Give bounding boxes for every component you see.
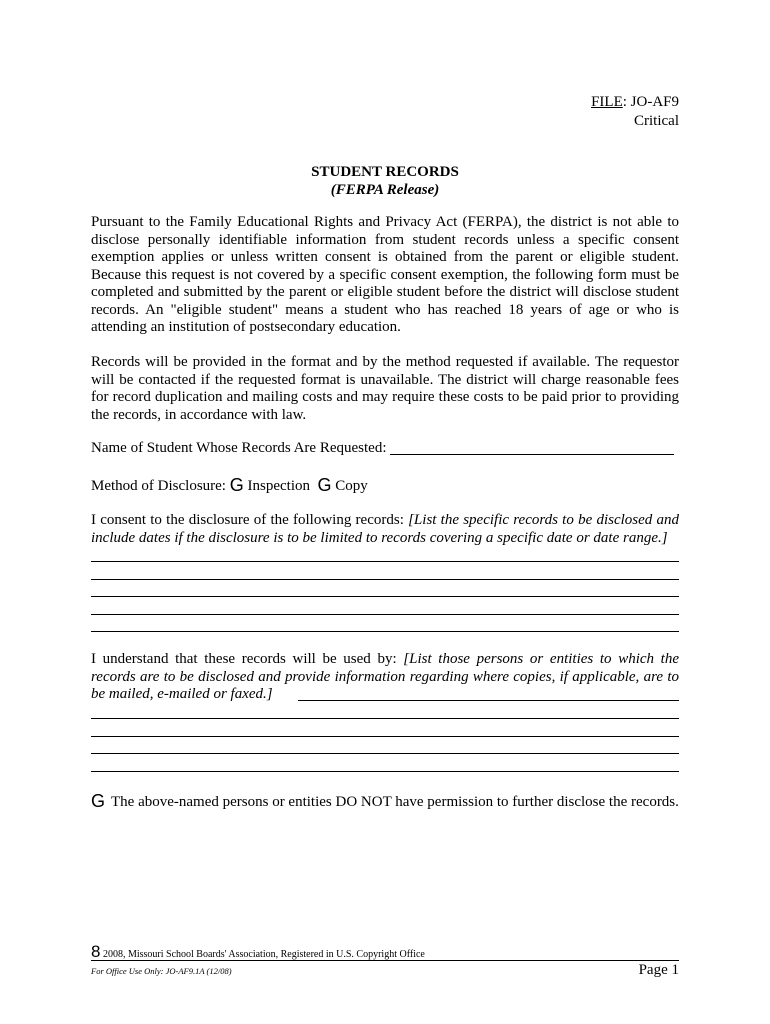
usage-paragraph — [91, 651, 679, 704]
office-use-note: For Office Use Only: JO-AF9.1A (12/08) — [91, 966, 232, 976]
inspection-option-label: Inspection — [247, 478, 310, 494]
page-number: Page 1 — [638, 962, 679, 978]
copy-option-label: Copy — [335, 478, 368, 494]
page-subtitle: (FERPA Release) — [330, 182, 440, 198]
inspection-checkbox[interactable]: G — [229, 475, 244, 495]
page-title: STUDENT RECORDS — [311, 164, 459, 180]
usage-instruction: [List those persons or entities to which the records are to be disclosed and provide information regarding where copies, if applicable, are to be mailed, e-mailed or faxed.] — [91, 651, 680, 702]
student-name-field[interactable] — [390, 440, 674, 455]
copy-checkbox[interactable]: G — [317, 475, 332, 495]
permission-text: The above-named persons or entities DO NOT have permission to further disclose the records. — [111, 794, 679, 810]
records-paragraph: Records will be provided in the format and by the method requested if available. The requestor will be contacted if the requested format is unavailable. The district will charge reasonable fees for record duplication and mailing costs and may require these costs to be paid prior to providing the records, in accordance with law. — [91, 354, 679, 423]
student-name-row — [91, 440, 679, 458]
method-label: Method of Disclosure: — [91, 478, 226, 494]
usage-line-3[interactable] — [91, 736, 679, 737]
permission-checkbox[interactable]: G — [91, 791, 106, 811]
method-row — [91, 476, 679, 496]
student-name-label: Name of Student Whose Records Are Requested: — [91, 440, 387, 456]
footer-divider — [91, 960, 679, 961]
copyright-symbol: 8 — [91, 942, 101, 961]
file-category: Critical — [634, 113, 679, 129]
file-code: : JO-AF9 — [622, 94, 679, 110]
copyright-line — [91, 942, 679, 962]
usage-line-5[interactable] — [91, 771, 679, 772]
consent-lead: I consent to the disclosure of the following records: — [91, 512, 409, 528]
consent-line-4[interactable] — [91, 614, 679, 615]
usage-line-2[interactable] — [91, 718, 679, 719]
permission-paragraph — [91, 792, 699, 812]
usage-line-1[interactable] — [298, 700, 679, 701]
usage-lead: I understand that these records will be used by: — [91, 651, 404, 667]
consent-paragraph — [91, 512, 679, 547]
consent-line-1[interactable] — [91, 561, 679, 562]
consent-instruction: [List the specific records to be disclosed and include dates if the disclosure is to be limited to records covering a specific date or date range.] — [91, 512, 680, 546]
consent-line-3[interactable] — [91, 596, 679, 597]
copyright-text: 2008, Missouri School Boards' Association, Registered in U.S. Copyright Office — [100, 949, 425, 960]
file-label: FILE — [591, 94, 623, 110]
file-reference — [591, 93, 679, 112]
ferpa-paragraph: Pursuant to the Family Educational Rights and Privacy Act (FERPA), the district is not able to disclose personally identifiable information from student records unless a specific consent exemption applies or unless written consent is obtained from the parent or eligible student. Because this request is not covered by a specific consent exemption, the following form must be completed and submitted by the parent or eligible student before the district will disclose student records. An "eligible student" means a student who has reached 18 years of age or who is attending an institution of postsecondary education. — [91, 214, 679, 335]
consent-line-2[interactable] — [91, 579, 679, 580]
usage-line-4[interactable] — [91, 753, 679, 754]
consent-line-5[interactable] — [91, 631, 679, 632]
